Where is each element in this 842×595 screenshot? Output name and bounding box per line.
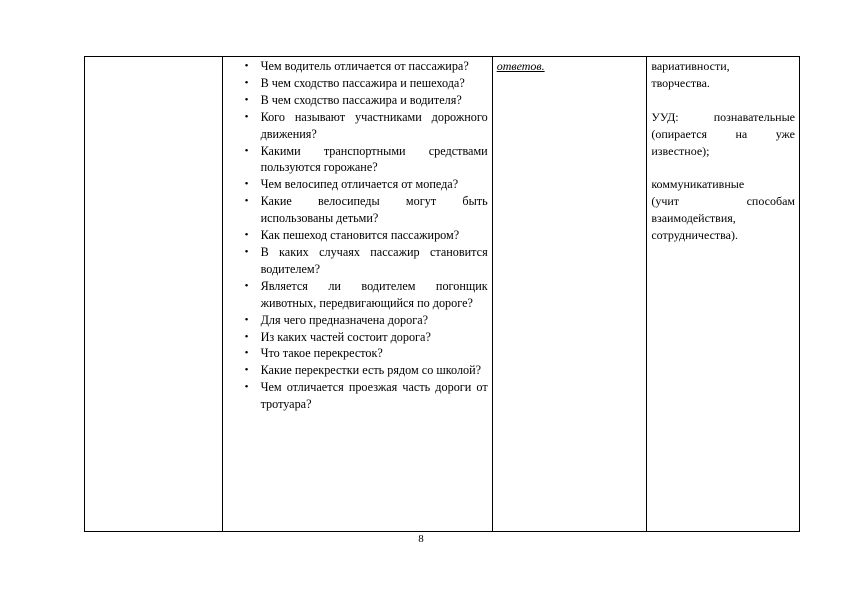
question-text: Какие велосипеды могут быть использованы детьми? xyxy=(260,194,488,226)
bullet-icon: • xyxy=(244,76,249,89)
bullet-icon: • xyxy=(244,144,249,157)
question-text: Является ли водителем погонщик животных, передвигающийся по дороге? xyxy=(260,278,488,310)
uud-communicative-title: коммуникативные xyxy=(651,177,745,192)
list-item xyxy=(223,362,488,379)
answers-label: ответов. xyxy=(496,59,545,73)
questions-cell xyxy=(222,57,492,532)
list-item xyxy=(223,278,488,312)
spacer xyxy=(651,92,795,109)
question-text: Кого называют участниками дорожного движения? xyxy=(260,109,488,141)
bullet-icon: • xyxy=(244,93,249,106)
list-item xyxy=(223,109,488,143)
uud-line-variativity: вариативности, xyxy=(651,59,730,73)
uud-cognitive: УУД: познавательные (опирается на уже известное); xyxy=(651,109,795,158)
bullet-icon: • xyxy=(244,364,249,377)
question-text: В каких случаях пассажир становится водителем? xyxy=(260,244,488,276)
list-item xyxy=(223,75,488,92)
list-item xyxy=(223,244,488,278)
questions-list xyxy=(223,57,492,413)
bullet-icon: • xyxy=(244,229,249,242)
bullet-icon: • xyxy=(244,313,249,326)
question-text: В чем сходство пассажира и пешехода? xyxy=(260,75,465,90)
bullet-icon: • xyxy=(244,381,249,394)
question-text: Какие перекрестки есть рядом со школой? xyxy=(260,363,482,378)
bullet-icon: • xyxy=(244,245,249,258)
answers-cell xyxy=(492,57,647,532)
list-item xyxy=(223,92,488,109)
uud-line-creativity: творчества. xyxy=(651,75,710,90)
stage-cell xyxy=(85,57,223,532)
question-text: Чем водитель отличается от пассажира? xyxy=(260,59,469,73)
list-item xyxy=(223,143,488,177)
list-item xyxy=(223,312,488,329)
list-item xyxy=(223,345,488,362)
lesson-table xyxy=(84,56,800,532)
uud-communicative-text: (учит способам взаимодействия, сотрудничества). xyxy=(651,194,795,243)
list-item xyxy=(223,176,488,193)
question-text: Из каких частей состоит дорога? xyxy=(260,329,431,344)
bullet-icon: • xyxy=(244,279,249,292)
list-item xyxy=(223,193,488,227)
bullet-icon: • xyxy=(244,330,249,343)
list-item xyxy=(223,58,488,75)
list-item xyxy=(223,379,488,413)
question-text: Как пешеход становится пассажиром? xyxy=(260,228,460,243)
list-item xyxy=(223,329,488,346)
question-text: В чем сходство пассажира и водителя? xyxy=(260,92,462,107)
question-text: Какими транспортными средствами пользуются горожане? xyxy=(260,143,488,175)
bullet-icon: • xyxy=(244,347,249,360)
bullet-icon: • xyxy=(244,195,249,208)
bullet-icon: • xyxy=(244,60,249,72)
question-text: Что такое перекресток? xyxy=(260,346,383,361)
bullet-icon: • xyxy=(244,178,249,191)
list-item xyxy=(223,227,488,244)
uud-cell xyxy=(647,57,800,532)
page-number: 8 xyxy=(418,533,424,545)
question-text: Чем отличается проезжая часть дороги от тротуара? xyxy=(260,380,488,412)
question-text: Для чего предназначена дорога? xyxy=(260,312,429,327)
bullet-icon: • xyxy=(244,110,249,123)
question-text: Чем велосипед отличается от мопеда? xyxy=(260,177,459,192)
spacer xyxy=(651,159,795,176)
uud-text xyxy=(647,57,799,244)
table-row xyxy=(85,57,800,532)
